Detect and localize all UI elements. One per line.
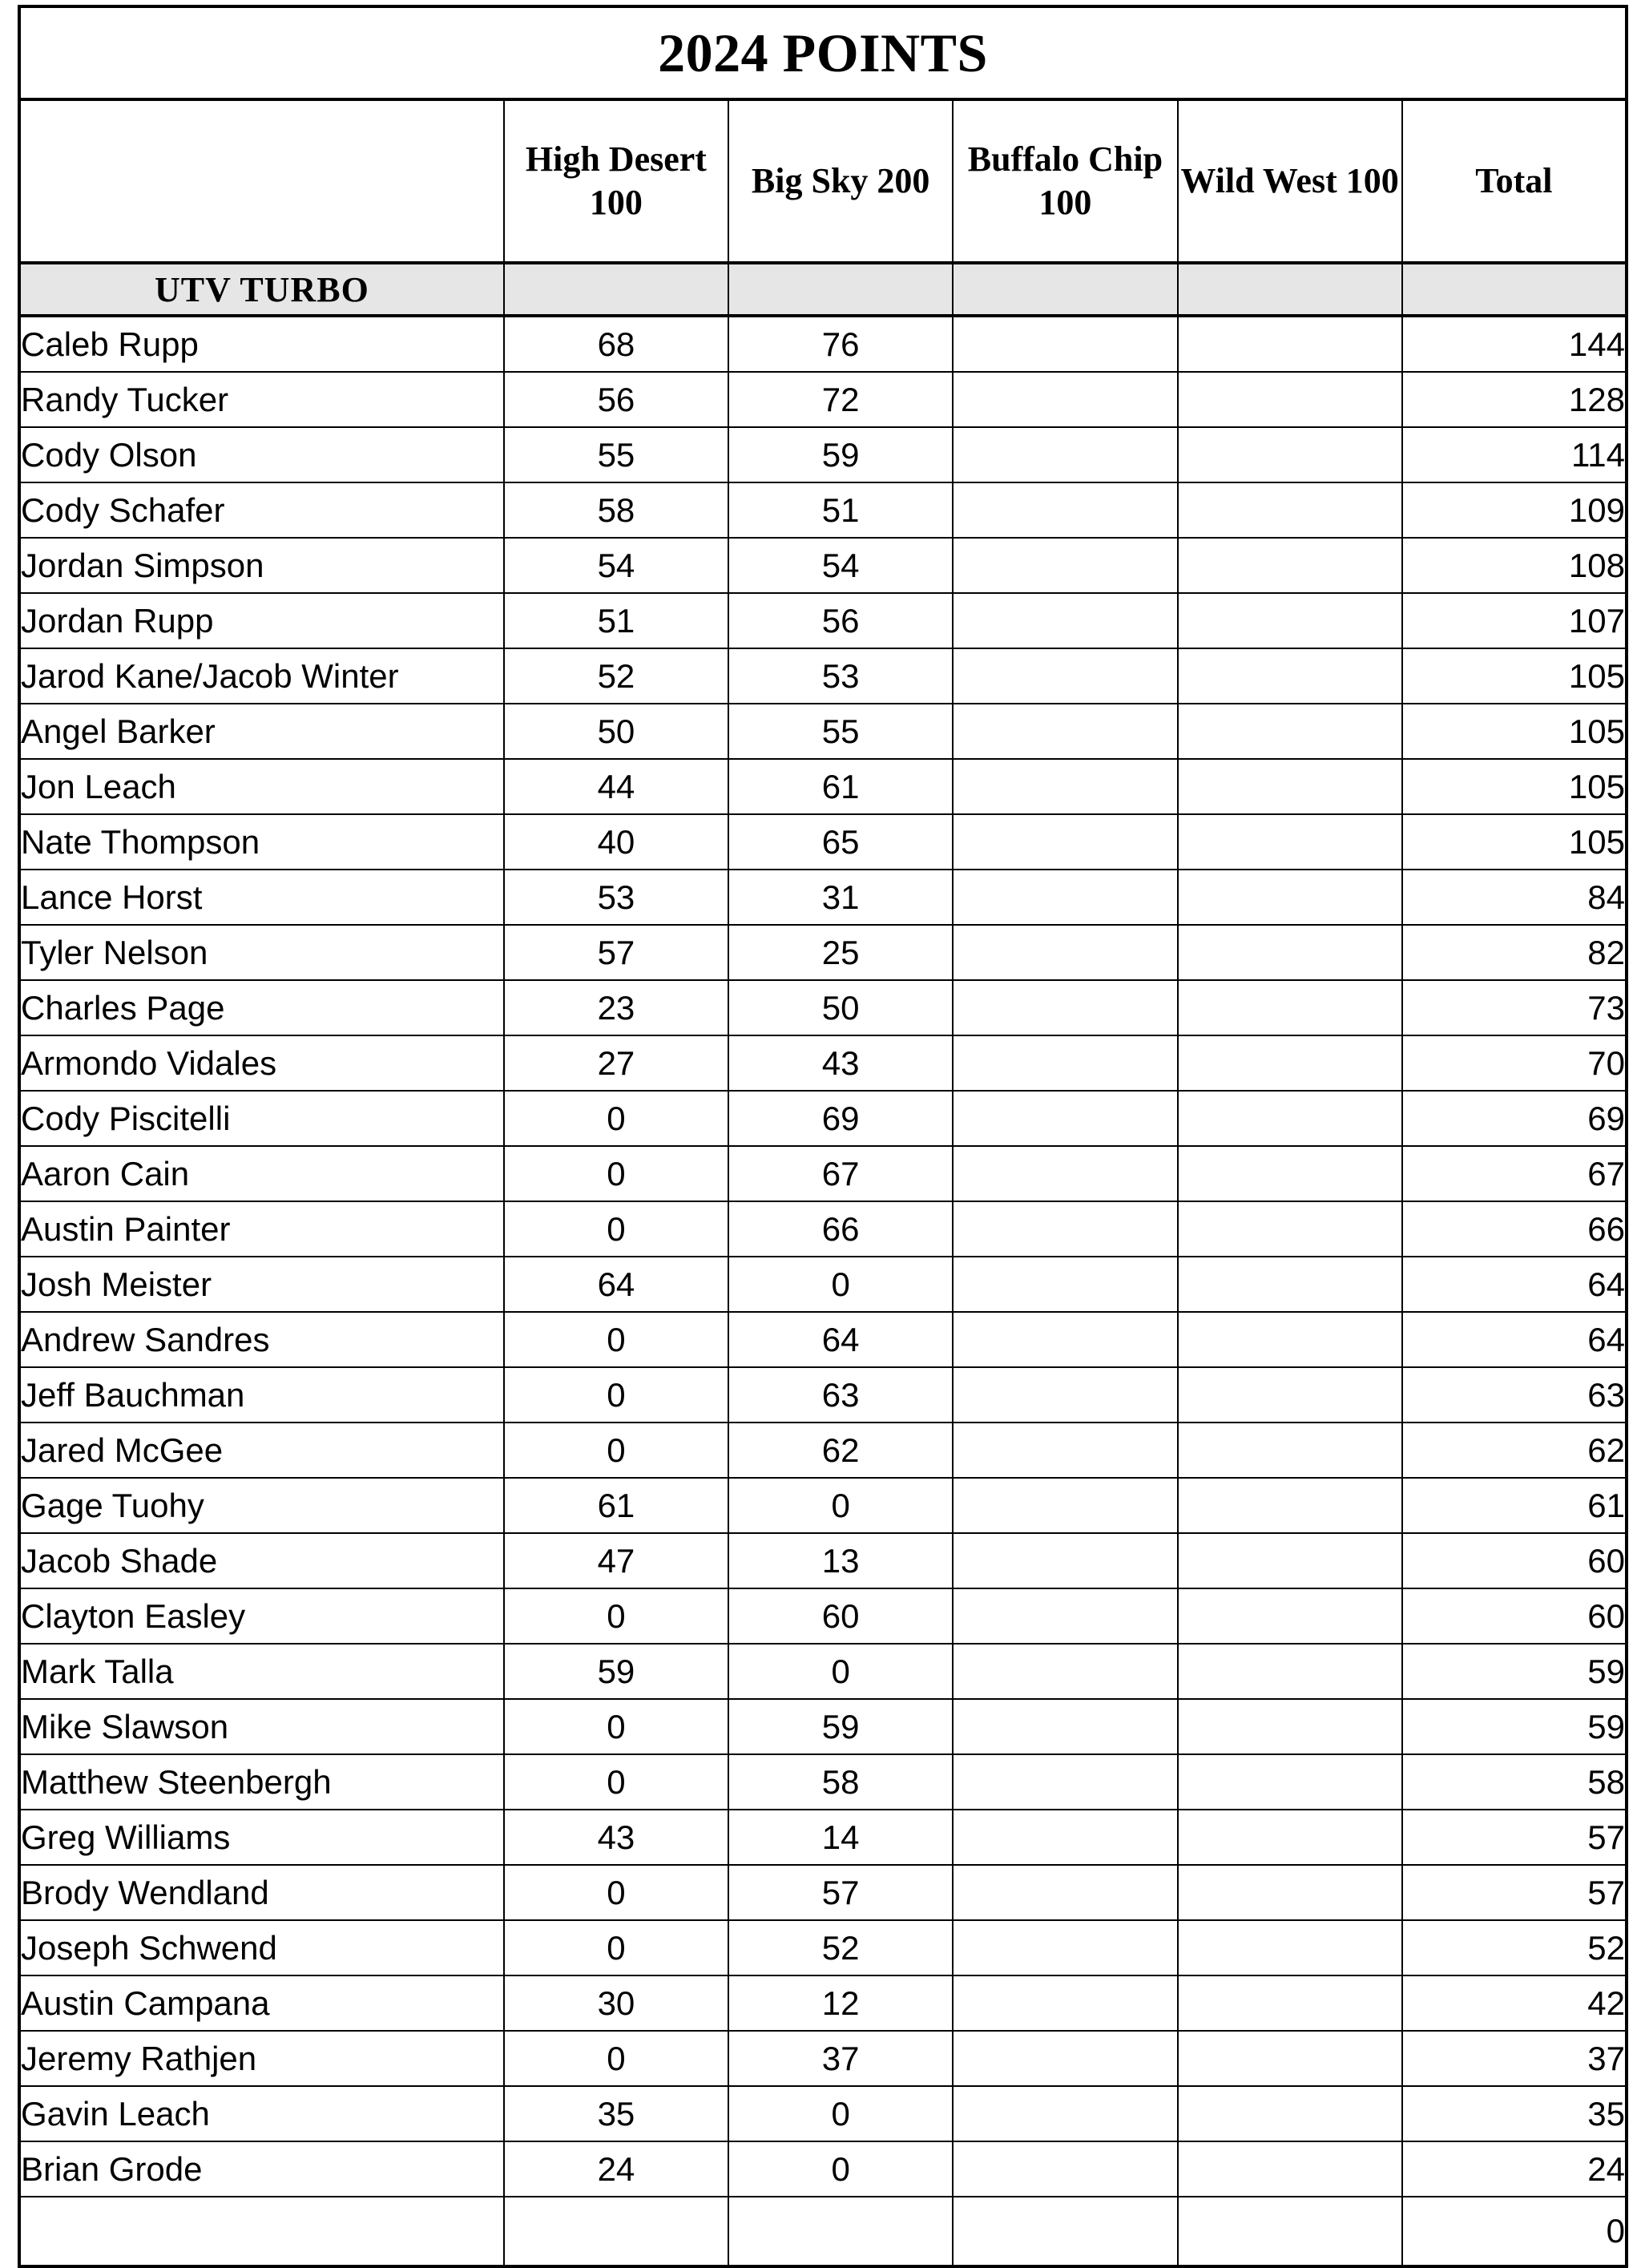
competitor-name: Angel Barker bbox=[19, 704, 504, 759]
event-points-ev4 bbox=[1178, 1920, 1402, 1975]
competitor-name: Mike Slawson bbox=[19, 1699, 504, 1754]
total-points: 84 bbox=[1402, 870, 1627, 925]
table-row bbox=[19, 1367, 1627, 1423]
table-row bbox=[19, 1975, 1627, 2031]
event-points-ev4 bbox=[1178, 482, 1402, 538]
event-points-ev2: 58 bbox=[728, 1754, 953, 1810]
table-row bbox=[19, 1533, 1627, 1588]
class-group-label: UTV TURBO bbox=[19, 263, 504, 316]
class-group-cell-total bbox=[1402, 263, 1627, 316]
event-points-ev3 bbox=[953, 1257, 1177, 1312]
table-row bbox=[19, 814, 1627, 870]
total-points: 67 bbox=[1402, 1146, 1627, 1201]
event-points-ev3 bbox=[953, 2197, 1177, 2266]
event-points-ev1: 23 bbox=[504, 980, 728, 1035]
event-points-ev4 bbox=[1178, 2031, 1402, 2086]
total-points: 57 bbox=[1402, 1865, 1627, 1920]
event-points-ev1: 0 bbox=[504, 2031, 728, 2086]
total-points: 105 bbox=[1402, 648, 1627, 704]
total-points: 70 bbox=[1402, 1035, 1627, 1091]
competitor-name: Greg Williams bbox=[19, 1810, 504, 1865]
event-points-ev2: 14 bbox=[728, 1810, 953, 1865]
event-points-ev4 bbox=[1178, 925, 1402, 980]
event-points-ev1: 55 bbox=[504, 427, 728, 482]
event-points-ev3 bbox=[953, 1478, 1177, 1533]
event-points-ev3 bbox=[953, 1644, 1177, 1699]
competitor-name: Armondo Vidales bbox=[19, 1035, 504, 1091]
total-points: 105 bbox=[1402, 704, 1627, 759]
event-points-ev2: 0 bbox=[728, 1257, 953, 1312]
event-points-ev1: 68 bbox=[504, 316, 728, 372]
total-points: 105 bbox=[1402, 814, 1627, 870]
event-points-ev1: 43 bbox=[504, 1810, 728, 1865]
event-points-ev4 bbox=[1178, 1699, 1402, 1754]
total-points: 42 bbox=[1402, 1975, 1627, 2031]
title-row bbox=[19, 6, 1627, 99]
event-points-ev1: 40 bbox=[504, 814, 728, 870]
competitor-name: Joseph Schwend bbox=[19, 1920, 504, 1975]
event-points-ev2: 65 bbox=[728, 814, 953, 870]
event-points-ev1: 56 bbox=[504, 372, 728, 427]
event-points-ev1: 44 bbox=[504, 759, 728, 814]
event-points-ev4 bbox=[1178, 1035, 1402, 1091]
event-points-ev2: 37 bbox=[728, 2031, 953, 2086]
event-points-ev4 bbox=[1178, 1533, 1402, 1588]
event-points-ev2: 72 bbox=[728, 372, 953, 427]
competitor-name: Jon Leach bbox=[19, 759, 504, 814]
event-points-ev3 bbox=[953, 1533, 1177, 1588]
total-points: 24 bbox=[1402, 2141, 1627, 2197]
event-points-ev4 bbox=[1178, 1865, 1402, 1920]
event-points-ev4 bbox=[1178, 1367, 1402, 1423]
total-points: 64 bbox=[1402, 1312, 1627, 1367]
event-points-ev4 bbox=[1178, 2141, 1402, 2197]
table-row bbox=[19, 1810, 1627, 1865]
event-points-ev4 bbox=[1178, 1588, 1402, 1644]
event-points-ev1: 61 bbox=[504, 1478, 728, 1533]
event-points-ev3 bbox=[953, 1754, 1177, 1810]
total-points: 144 bbox=[1402, 316, 1627, 372]
event-points-ev2: 62 bbox=[728, 1423, 953, 1478]
table-row bbox=[19, 1588, 1627, 1644]
competitor-name: Cody Piscitelli bbox=[19, 1091, 504, 1146]
event-points-ev3 bbox=[953, 372, 1177, 427]
class-group-cell-ev4 bbox=[1178, 263, 1402, 316]
competitor-name: Jordan Simpson bbox=[19, 538, 504, 593]
event-points-ev1: 0 bbox=[504, 1699, 728, 1754]
event-points-ev4 bbox=[1178, 2197, 1402, 2266]
event-points-ev4 bbox=[1178, 648, 1402, 704]
competitor-name: Cody Schafer bbox=[19, 482, 504, 538]
competitor-name: Josh Meister bbox=[19, 1257, 504, 1312]
event-points-ev1: 52 bbox=[504, 648, 728, 704]
table-row bbox=[19, 538, 1627, 593]
event-points-ev4 bbox=[1178, 1146, 1402, 1201]
total-points: 62 bbox=[1402, 1423, 1627, 1478]
event-points-ev2: 67 bbox=[728, 1146, 953, 1201]
competitor-name: Austin Painter bbox=[19, 1201, 504, 1257]
event-points-ev3 bbox=[953, 482, 1177, 538]
table-row bbox=[19, 2197, 1627, 2266]
column-header-ev3: Buffalo Chip 100 bbox=[953, 99, 1177, 263]
total-points: 61 bbox=[1402, 1478, 1627, 1533]
column-header-ev2: Big Sky 200 bbox=[728, 99, 953, 263]
event-points-ev4 bbox=[1178, 1312, 1402, 1367]
competitor-name: Gage Tuohy bbox=[19, 1478, 504, 1533]
event-points-ev3 bbox=[953, 1146, 1177, 1201]
event-points-ev3 bbox=[953, 1312, 1177, 1367]
event-points-ev4 bbox=[1178, 593, 1402, 648]
event-points-ev4 bbox=[1178, 1201, 1402, 1257]
competitor-name: Gavin Leach bbox=[19, 2086, 504, 2141]
event-points-ev3 bbox=[953, 1367, 1177, 1423]
total-points: 109 bbox=[1402, 482, 1627, 538]
table-row bbox=[19, 1146, 1627, 1201]
competitor-name: Jared McGee bbox=[19, 1423, 504, 1478]
event-points-ev2: 59 bbox=[728, 427, 953, 482]
table-row bbox=[19, 2031, 1627, 2086]
event-points-ev2: 56 bbox=[728, 593, 953, 648]
event-points-ev4 bbox=[1178, 1644, 1402, 1699]
event-points-ev1: 51 bbox=[504, 593, 728, 648]
event-points-ev2: 0 bbox=[728, 1478, 953, 1533]
event-points-ev1: 0 bbox=[504, 1754, 728, 1810]
event-points-ev4 bbox=[1178, 427, 1402, 482]
event-points-ev2: 25 bbox=[728, 925, 953, 980]
event-points-ev2: 76 bbox=[728, 316, 953, 372]
event-points-ev2: 54 bbox=[728, 538, 953, 593]
table-row bbox=[19, 1312, 1627, 1367]
event-points-ev3 bbox=[953, 648, 1177, 704]
total-points: 59 bbox=[1402, 1644, 1627, 1699]
table-row bbox=[19, 427, 1627, 482]
event-points-ev2: 52 bbox=[728, 1920, 953, 1975]
table-row bbox=[19, 1865, 1627, 1920]
event-points-ev2: 12 bbox=[728, 1975, 953, 2031]
event-points-ev2: 51 bbox=[728, 482, 953, 538]
event-points-ev4 bbox=[1178, 704, 1402, 759]
table-row bbox=[19, 759, 1627, 814]
event-points-ev1: 0 bbox=[504, 1091, 728, 1146]
total-points: 108 bbox=[1402, 538, 1627, 593]
event-points-ev2: 60 bbox=[728, 1588, 953, 1644]
competitor-name: Aaron Cain bbox=[19, 1146, 504, 1201]
total-points: 58 bbox=[1402, 1754, 1627, 1810]
competitor-name: Jeff Bauchman bbox=[19, 1367, 504, 1423]
total-points: 59 bbox=[1402, 1699, 1627, 1754]
event-points-ev4 bbox=[1178, 814, 1402, 870]
table-row bbox=[19, 1644, 1627, 1699]
table-row bbox=[19, 482, 1627, 538]
table-row bbox=[19, 1754, 1627, 1810]
event-points-ev2: 0 bbox=[728, 1644, 953, 1699]
event-points-ev1: 0 bbox=[504, 1423, 728, 1478]
event-points-ev1: 24 bbox=[504, 2141, 728, 2197]
event-points-ev1: 64 bbox=[504, 1257, 728, 1312]
event-points-ev3 bbox=[953, 704, 1177, 759]
table-row bbox=[19, 925, 1627, 980]
event-points-ev1: 53 bbox=[504, 870, 728, 925]
total-points: 114 bbox=[1402, 427, 1627, 482]
event-points-ev2: 55 bbox=[728, 704, 953, 759]
event-points-ev1: 58 bbox=[504, 482, 728, 538]
column-header-total: Total bbox=[1402, 99, 1627, 263]
table-row bbox=[19, 316, 1627, 372]
table-row bbox=[19, 704, 1627, 759]
table-row bbox=[19, 1035, 1627, 1091]
total-points: 52 bbox=[1402, 1920, 1627, 1975]
competitor-name: Austin Campana bbox=[19, 1975, 504, 2031]
event-points-ev4 bbox=[1178, 1423, 1402, 1478]
event-points-ev1: 0 bbox=[504, 1146, 728, 1201]
table-row bbox=[19, 1201, 1627, 1257]
total-points: 60 bbox=[1402, 1533, 1627, 1588]
total-points: 63 bbox=[1402, 1367, 1627, 1423]
class-group-cell-ev3 bbox=[953, 263, 1177, 316]
event-points-ev1: 59 bbox=[504, 1644, 728, 1699]
event-points-ev1: 0 bbox=[504, 1865, 728, 1920]
event-points-ev3 bbox=[953, 593, 1177, 648]
table-row bbox=[19, 2141, 1627, 2197]
event-points-ev4 bbox=[1178, 372, 1402, 427]
event-points-ev4 bbox=[1178, 1975, 1402, 2031]
event-points-ev1: 0 bbox=[504, 1201, 728, 1257]
total-points: 66 bbox=[1402, 1201, 1627, 1257]
event-points-ev2: 13 bbox=[728, 1533, 953, 1588]
event-points-ev3 bbox=[953, 1035, 1177, 1091]
event-points-ev3 bbox=[953, 1920, 1177, 1975]
table-row bbox=[19, 593, 1627, 648]
total-points: 107 bbox=[1402, 593, 1627, 648]
column-header-ev1: High Desert 100 bbox=[504, 99, 728, 263]
event-points-ev4 bbox=[1178, 1091, 1402, 1146]
table-row bbox=[19, 980, 1627, 1035]
total-points: 128 bbox=[1402, 372, 1627, 427]
column-header-ev4: Wild West 100 bbox=[1178, 99, 1402, 263]
event-points-ev3 bbox=[953, 1975, 1177, 2031]
competitor-name: Caleb Rupp bbox=[19, 316, 504, 372]
event-points-ev1: 50 bbox=[504, 704, 728, 759]
event-points-ev3 bbox=[953, 2031, 1177, 2086]
event-points-ev4 bbox=[1178, 1754, 1402, 1810]
event-points-ev4 bbox=[1178, 316, 1402, 372]
event-points-ev2: 66 bbox=[728, 1201, 953, 1257]
event-points-ev1: 47 bbox=[504, 1533, 728, 1588]
event-points-ev1: 57 bbox=[504, 925, 728, 980]
table-row bbox=[19, 1699, 1627, 1754]
event-points-ev1: 35 bbox=[504, 2086, 728, 2141]
event-points-ev2 bbox=[728, 2197, 953, 2266]
competitor-name: Brian Grode bbox=[19, 2141, 504, 2197]
event-points-ev4 bbox=[1178, 1478, 1402, 1533]
event-points-ev2: 0 bbox=[728, 2086, 953, 2141]
table-row bbox=[19, 2086, 1627, 2141]
event-points-ev3 bbox=[953, 316, 1177, 372]
event-points-ev1: 0 bbox=[504, 1588, 728, 1644]
total-points: 37 bbox=[1402, 2031, 1627, 2086]
event-points-ev3 bbox=[953, 1699, 1177, 1754]
event-points-ev3 bbox=[953, 870, 1177, 925]
event-points-ev2: 69 bbox=[728, 1091, 953, 1146]
total-points: 64 bbox=[1402, 1257, 1627, 1312]
event-points-ev3 bbox=[953, 1810, 1177, 1865]
event-points-ev3 bbox=[953, 759, 1177, 814]
event-points-ev2: 43 bbox=[728, 1035, 953, 1091]
competitor-name: Cody Olson bbox=[19, 427, 504, 482]
event-points-ev2: 64 bbox=[728, 1312, 953, 1367]
table-row bbox=[19, 1478, 1627, 1533]
event-points-ev2: 53 bbox=[728, 648, 953, 704]
competitor-name: Randy Tucker bbox=[19, 372, 504, 427]
table-row bbox=[19, 372, 1627, 427]
total-points: 0 bbox=[1402, 2197, 1627, 2266]
total-points: 105 bbox=[1402, 759, 1627, 814]
table-row bbox=[19, 1257, 1627, 1312]
total-points: 73 bbox=[1402, 980, 1627, 1035]
competitor-name: Charles Page bbox=[19, 980, 504, 1035]
class-group-cell-ev2 bbox=[728, 263, 953, 316]
competitor-name: Jeremy Rathjen bbox=[19, 2031, 504, 2086]
total-points: 82 bbox=[1402, 925, 1627, 980]
event-points-ev2: 50 bbox=[728, 980, 953, 1035]
event-points-ev4 bbox=[1178, 538, 1402, 593]
event-points-ev3 bbox=[953, 1588, 1177, 1644]
total-points: 35 bbox=[1402, 2086, 1627, 2141]
event-points-ev4 bbox=[1178, 1257, 1402, 1312]
table-row bbox=[19, 1091, 1627, 1146]
competitor-name: Mark Talla bbox=[19, 1644, 504, 1699]
event-points-ev4 bbox=[1178, 980, 1402, 1035]
event-points-ev3 bbox=[953, 1423, 1177, 1478]
table-row bbox=[19, 1920, 1627, 1975]
event-points-ev1 bbox=[504, 2197, 728, 2266]
page-title: 2024 POINTS bbox=[19, 6, 1627, 99]
class-group-cell-ev1 bbox=[504, 263, 728, 316]
competitor-name: Nate Thompson bbox=[19, 814, 504, 870]
event-points-ev2: 61 bbox=[728, 759, 953, 814]
competitor-name: Matthew Steenbergh bbox=[19, 1754, 504, 1810]
table-row bbox=[19, 870, 1627, 925]
table-row bbox=[19, 648, 1627, 704]
event-points-ev3 bbox=[953, 1091, 1177, 1146]
competitor-name: Jordan Rupp bbox=[19, 593, 504, 648]
competitor-name: Lance Horst bbox=[19, 870, 504, 925]
column-header-name bbox=[19, 99, 504, 263]
competitor-name: Clayton Easley bbox=[19, 1588, 504, 1644]
event-points-ev4 bbox=[1178, 2086, 1402, 2141]
class-group-row bbox=[19, 263, 1627, 316]
event-points-ev1: 0 bbox=[504, 1312, 728, 1367]
event-points-ev4 bbox=[1178, 1810, 1402, 1865]
event-points-ev2: 0 bbox=[728, 2141, 953, 2197]
event-points-ev3 bbox=[953, 814, 1177, 870]
header-row bbox=[19, 99, 1627, 263]
event-points-ev2: 57 bbox=[728, 1865, 953, 1920]
competitor-name: Brody Wendland bbox=[19, 1865, 504, 1920]
event-points-ev2: 31 bbox=[728, 870, 953, 925]
competitor-name: Jacob Shade bbox=[19, 1533, 504, 1588]
event-points-ev1: 0 bbox=[504, 1920, 728, 1975]
total-points: 60 bbox=[1402, 1588, 1627, 1644]
competitor-name: Tyler Nelson bbox=[19, 925, 504, 980]
event-points-ev1: 30 bbox=[504, 1975, 728, 2031]
event-points-ev3 bbox=[953, 538, 1177, 593]
competitor-name: Jarod Kane/Jacob Winter bbox=[19, 648, 504, 704]
event-points-ev3 bbox=[953, 1201, 1177, 1257]
event-points-ev2: 59 bbox=[728, 1699, 953, 1754]
total-points: 57 bbox=[1402, 1810, 1627, 1865]
event-points-ev1: 54 bbox=[504, 538, 728, 593]
event-points-ev4 bbox=[1178, 759, 1402, 814]
event-points-ev3 bbox=[953, 427, 1177, 482]
event-points-ev3 bbox=[953, 2086, 1177, 2141]
event-points-ev4 bbox=[1178, 870, 1402, 925]
event-points-ev3 bbox=[953, 2141, 1177, 2197]
event-points-ev1: 0 bbox=[504, 1367, 728, 1423]
points-table bbox=[18, 5, 1628, 2268]
event-points-ev1: 27 bbox=[504, 1035, 728, 1091]
competitor-name: Andrew Sandres bbox=[19, 1312, 504, 1367]
total-points: 69 bbox=[1402, 1091, 1627, 1146]
competitor-name bbox=[19, 2197, 504, 2266]
event-points-ev2: 63 bbox=[728, 1367, 953, 1423]
event-points-ev3 bbox=[953, 1865, 1177, 1920]
event-points-ev3 bbox=[953, 925, 1177, 980]
table-row bbox=[19, 1423, 1627, 1478]
event-points-ev3 bbox=[953, 980, 1177, 1035]
